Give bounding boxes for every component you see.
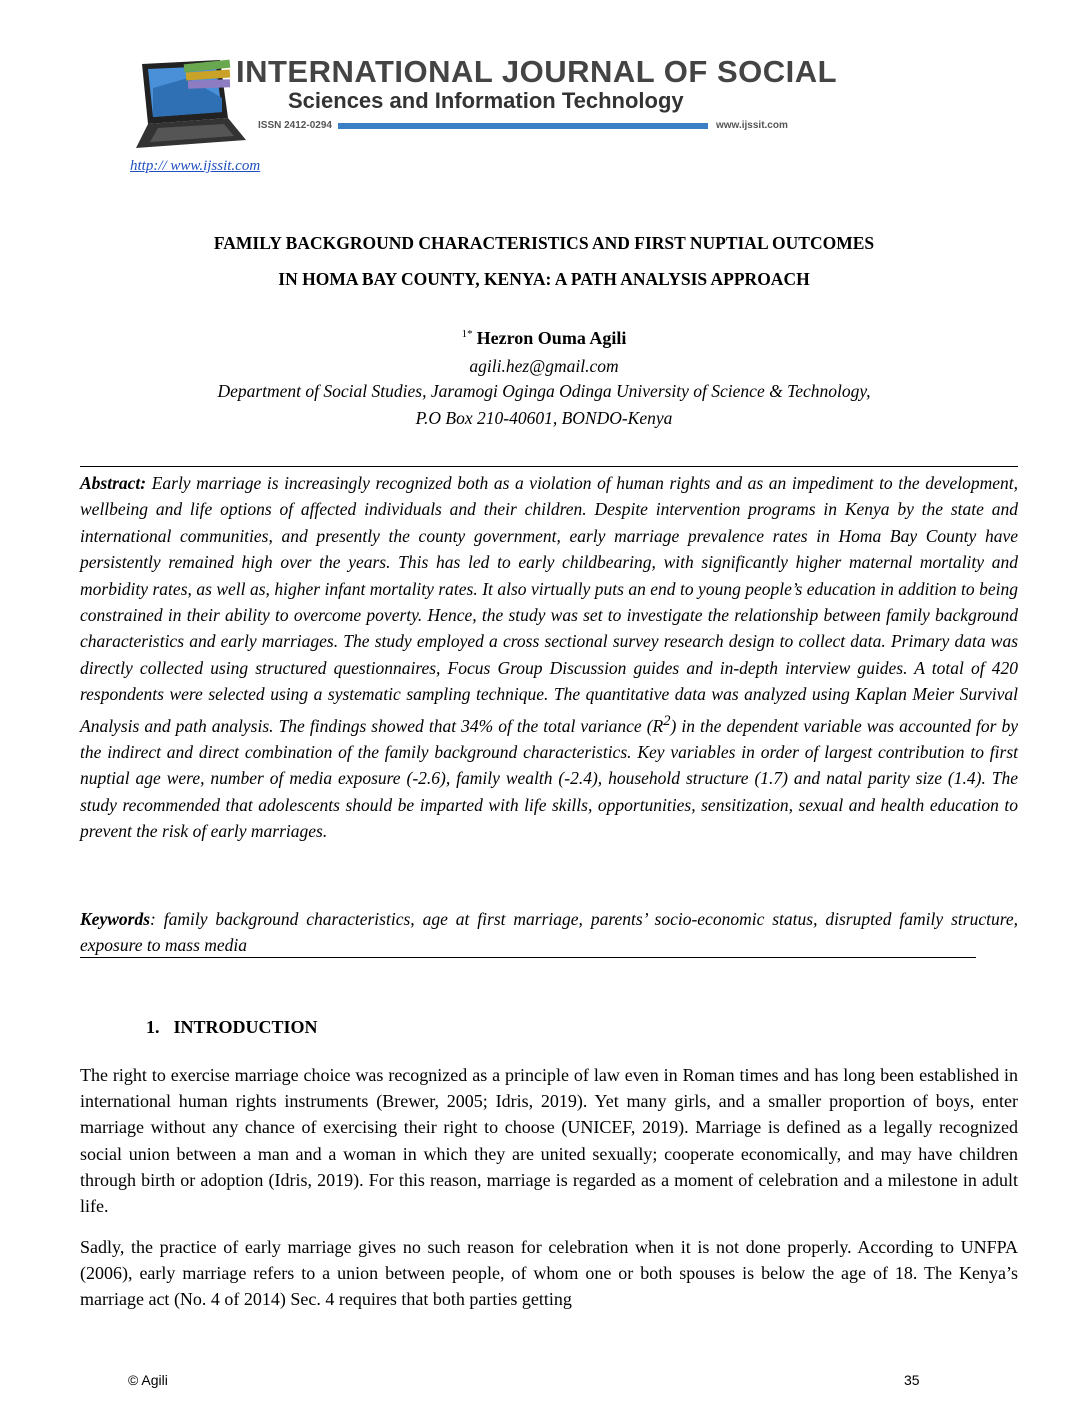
page-number: 35 [904,1372,920,1388]
journal-url-link[interactable]: http:// www.ijssit.com [130,158,261,174]
laptop-books-logo-icon [128,58,248,152]
body-paragraph-1: The right to exercise marriage choice was recognized as a principle of law even in Roman times and has long been established in international human rights instruments (Brewer, 2005; Idris, 2019). Yet many girls, and a smaller proportion of boys, enter marriage without any chance of exercising their right to choose (UNICEF, 2019). Marriage is defined as a legally recognized social union between a man and a woman in which they are united sexually; cooperate economically, and may have children through birth or adoption (Idris, 2019). For this reason, marriage is regarded as a moment of celebration and a milestone in adult life. [80,1065,1018,1217]
author-email: agili.hez@gmail.com [469,356,619,376]
keywords-text: : family background characteristics, age at first marriage, parents’ socio-economic status, disrupted family structure, exposure to mass media [80,909,1018,955]
journal-header [128,52,898,152]
footer-copyright: © Agili [128,1372,168,1388]
journal-website: www.ijssit.com [716,120,788,131]
paper-title-line-2: IN HOMA BAY COUNTY, KENYA: A PATH ANALYSIS APPROACH [278,269,810,289]
paper-title-line-1: FAMILY BACKGROUND CHARACTERISTICS AND FIRST NUPTIAL OUTCOMES [213,233,875,253]
header-accent-bar [338,123,708,129]
section-number: 1. [146,1017,160,1037]
abstract-label: Abstract: [80,473,147,493]
abstract-top-rule [80,466,1018,467]
author-address: P.O Box 210-40601, BONDO-Kenya [415,408,673,428]
author-marker: 1* [461,328,473,340]
author-department: Department of Social Studies, Jaramogi Oginga Odinga University of Science & Technology, [217,381,871,401]
author [80,328,1008,349]
journal-subtitle: Sciences and Information Technology [288,88,684,113]
author-name: Hezron Ouma Agili [476,328,627,348]
body-paragraph-2: Sadly, the practice of early marriage gives no such reason for celebration when it is not done properly. According to UNFPA (2006), early marriage refers to a union between people, of whom one or both spouses is below the age of 18. The Kenya’s marriage act (No. 4 of 2014) Sec. 4 requires that both parties getting [80,1237,1018,1310]
issn-label: ISSN 2412-0294 [258,120,332,131]
section-title: INTRODUCTION [173,1017,318,1037]
abstract-superscript: 2 [663,712,671,729]
journal-name: INTERNATIONAL JOURNAL OF SOCIAL [236,54,838,89]
keywords-bottom-rule [80,957,976,958]
abstract-text-cont: ) in the dependent variable was accounted for by the indirect and direct combination of the family background characteristics. Key variables in order of largest contribution to first nuptial age were, number of media exposure (-2.6), family wealth (-2.4), household structure (1.7) and natal parity size (1.4). The study recommended that adolescents should be imparted with life skills, opportunities, sensitization, sexual and health education to prevent the risk of early marriages. [80,715,1019,842]
section-heading [146,1017,318,1038]
abstract [80,470,1018,845]
keywords-label: Keywords [80,909,150,929]
keywords [80,906,1018,958]
abstract-text: Early marriage is increasingly recognized both as a violation of human rights and as an impediment to the development, wellbeing and life options of affected individuals and their children. Despite intervention programs in Kenya by the state and international communities, and presently the county government, early marriage prevalence rates in Homa Bay County have persistently remained high over the years. This has led to early childbearing, with significantly higher maternal mortality and morbidity rates, as well as, higher infant mortality rates. It also virtually puts an end to young people’s education in addition to being constrained in their ability to overcome poverty. Hence, the study was set to investigate the relationship between family background characteristics and early marriages. The study employed a cross sectional survey research design to collect data. Primary data was directly collected using structured questionnaires, Focus Group Discussion guides and in-depth interview guides. A total of 420 respondents were selected using a systematic sampling technique. The quantitative data was analyzed using Kaplan Meier Survival Analysis and path analysis. The findings showed that 34% of the total variance (R [80,473,1018,736]
